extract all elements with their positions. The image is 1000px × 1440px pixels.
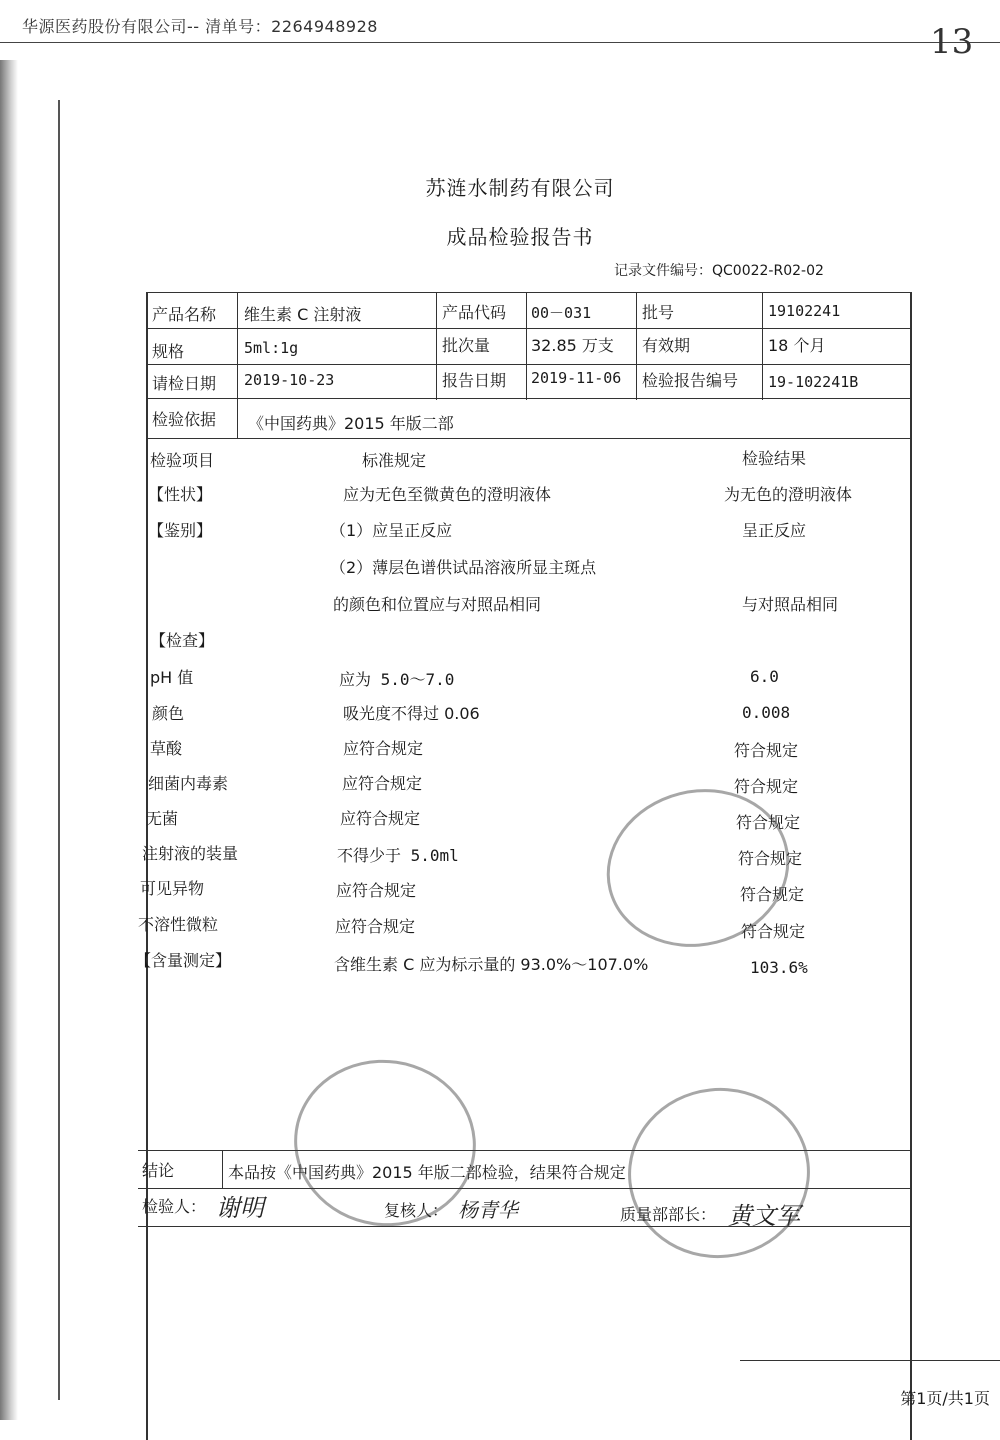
- test-result: 符合规定: [740, 885, 805, 904]
- batch-number: 19102241: [768, 302, 841, 320]
- test-result: 符合规定: [736, 813, 801, 832]
- test-item: 颜色: [152, 704, 185, 723]
- table-line: [526, 292, 527, 400]
- fax-header-text: 华源医药股份有限公司-- 清单号：2264948928: [22, 17, 378, 36]
- report-number: 19-102241B: [768, 373, 859, 391]
- test-standard: 应为 5.0～7.0: [339, 670, 455, 689]
- test-standard: 应符合规定: [342, 774, 423, 793]
- qa-signature: 黄文军: [728, 1202, 800, 1230]
- col-header-item: 检验项目: [150, 451, 215, 470]
- table-line: [636, 292, 637, 400]
- test-standard: 应符合规定: [336, 881, 417, 900]
- test-standard: 不得少于 5.0ml: [337, 846, 459, 865]
- test-item: 【含量测定】: [135, 951, 232, 970]
- report-title: 成品检验报告书: [446, 225, 594, 249]
- test-result: 为无色的澄明液体: [724, 485, 853, 504]
- spec-label: 规格: [152, 342, 185, 361]
- test-result: 符合规定: [734, 777, 799, 796]
- table-line: [222, 1150, 223, 1188]
- batch-qty-label: 批次量: [442, 336, 491, 355]
- test-result: 符合规定: [741, 922, 806, 941]
- conclusion-text: 本品按《中国药典》2015 年版二部检验，结果符合规定: [228, 1163, 626, 1182]
- table-line: [762, 292, 763, 400]
- test-item: 可见异物: [140, 879, 205, 898]
- col-header-standard: 标准规定: [362, 451, 427, 470]
- corner-mark: 13: [930, 22, 974, 62]
- test-standard: 应符合规定: [343, 739, 424, 758]
- product-code: 00－031: [531, 304, 592, 322]
- table-line: [237, 292, 238, 438]
- col-header-result: 检验结果: [742, 449, 807, 468]
- test-result: 0.008: [742, 703, 791, 722]
- inspector-label: 检验人：: [142, 1197, 207, 1216]
- test-result: 103.6%: [750, 958, 808, 977]
- test-item: 【性状】: [148, 485, 213, 504]
- test-standard: 应符合规定: [340, 809, 421, 828]
- test-result: 6.0: [750, 667, 779, 686]
- test-item: 草酸: [150, 739, 183, 758]
- test-result: 符合规定: [738, 849, 803, 868]
- reviewer-label: 复核人：: [384, 1201, 449, 1220]
- table-line: [146, 364, 910, 365]
- table-line: [146, 438, 910, 439]
- test-standard: （1）应呈正反应: [330, 521, 453, 540]
- footer-line: [740, 1360, 1000, 1361]
- report-date-label: 报告日期: [442, 371, 507, 390]
- table-line: [146, 292, 910, 293]
- test-standard: 的颜色和位置应与对照品相同: [333, 595, 542, 614]
- test-item: 不溶性微粒: [138, 915, 219, 934]
- test-standard: 含维生素 C 应为标示量的 93.0%～107.0%: [334, 955, 649, 974]
- inspector-signature: 谢明: [216, 1194, 264, 1222]
- test-item: 【检查】: [150, 631, 215, 650]
- test-result: 与对照品相同: [742, 595, 839, 614]
- test-standard: 应为无色至微黄色的澄明液体: [343, 485, 552, 504]
- company-name: 苏涟水制药有限公司: [425, 176, 615, 200]
- request-date-label: 请检日期: [152, 374, 217, 393]
- reviewer-signature: 杨青华: [458, 1198, 518, 1222]
- batch-label: 批号: [642, 303, 675, 322]
- table-line: [146, 398, 910, 399]
- test-standard: （2）薄层色谱供试品溶液所显主斑点: [330, 558, 597, 577]
- product-name: 维生素 C 注射液: [244, 305, 362, 324]
- spec-value: 5ml:1g: [244, 339, 299, 357]
- report-date: 2019-11-06: [531, 369, 622, 387]
- table-line: [146, 328, 910, 329]
- basis-label: 检验依据: [152, 410, 217, 429]
- qa-label: 质量部部长：: [620, 1205, 717, 1224]
- test-item: pH 值: [150, 668, 194, 687]
- test-item: 注射液的装量: [142, 844, 239, 863]
- test-result: 符合规定: [734, 741, 799, 760]
- test-item: 无菌: [146, 809, 179, 828]
- basis-value: 《中国药典》2015 年版二部: [248, 414, 454, 433]
- expiry-value: 18 个月: [768, 336, 826, 355]
- test-standard: 应符合规定: [335, 917, 416, 936]
- table-line: [436, 292, 437, 400]
- test-standard: 吸光度不得过 0.06: [343, 704, 480, 723]
- record-doc-number: 记录文件编号：QC0022-R02-02: [614, 263, 824, 279]
- test-result: 呈正反应: [742, 521, 807, 540]
- test-item: 【鉴别】: [148, 521, 213, 540]
- conclusion-label: 结论: [142, 1161, 175, 1180]
- expiry-label: 有效期: [642, 336, 691, 355]
- test-item: 细菌内毒素: [148, 774, 229, 793]
- product-name-label: 产品名称: [152, 305, 217, 324]
- product-code-label: 产品代码: [442, 303, 507, 322]
- report-no-label: 检验报告编号: [642, 371, 739, 390]
- batch-qty: 32.85 万支: [531, 336, 614, 355]
- request-date: 2019-10-23: [244, 371, 335, 389]
- page-footer: 第1页/共1页: [900, 1389, 990, 1408]
